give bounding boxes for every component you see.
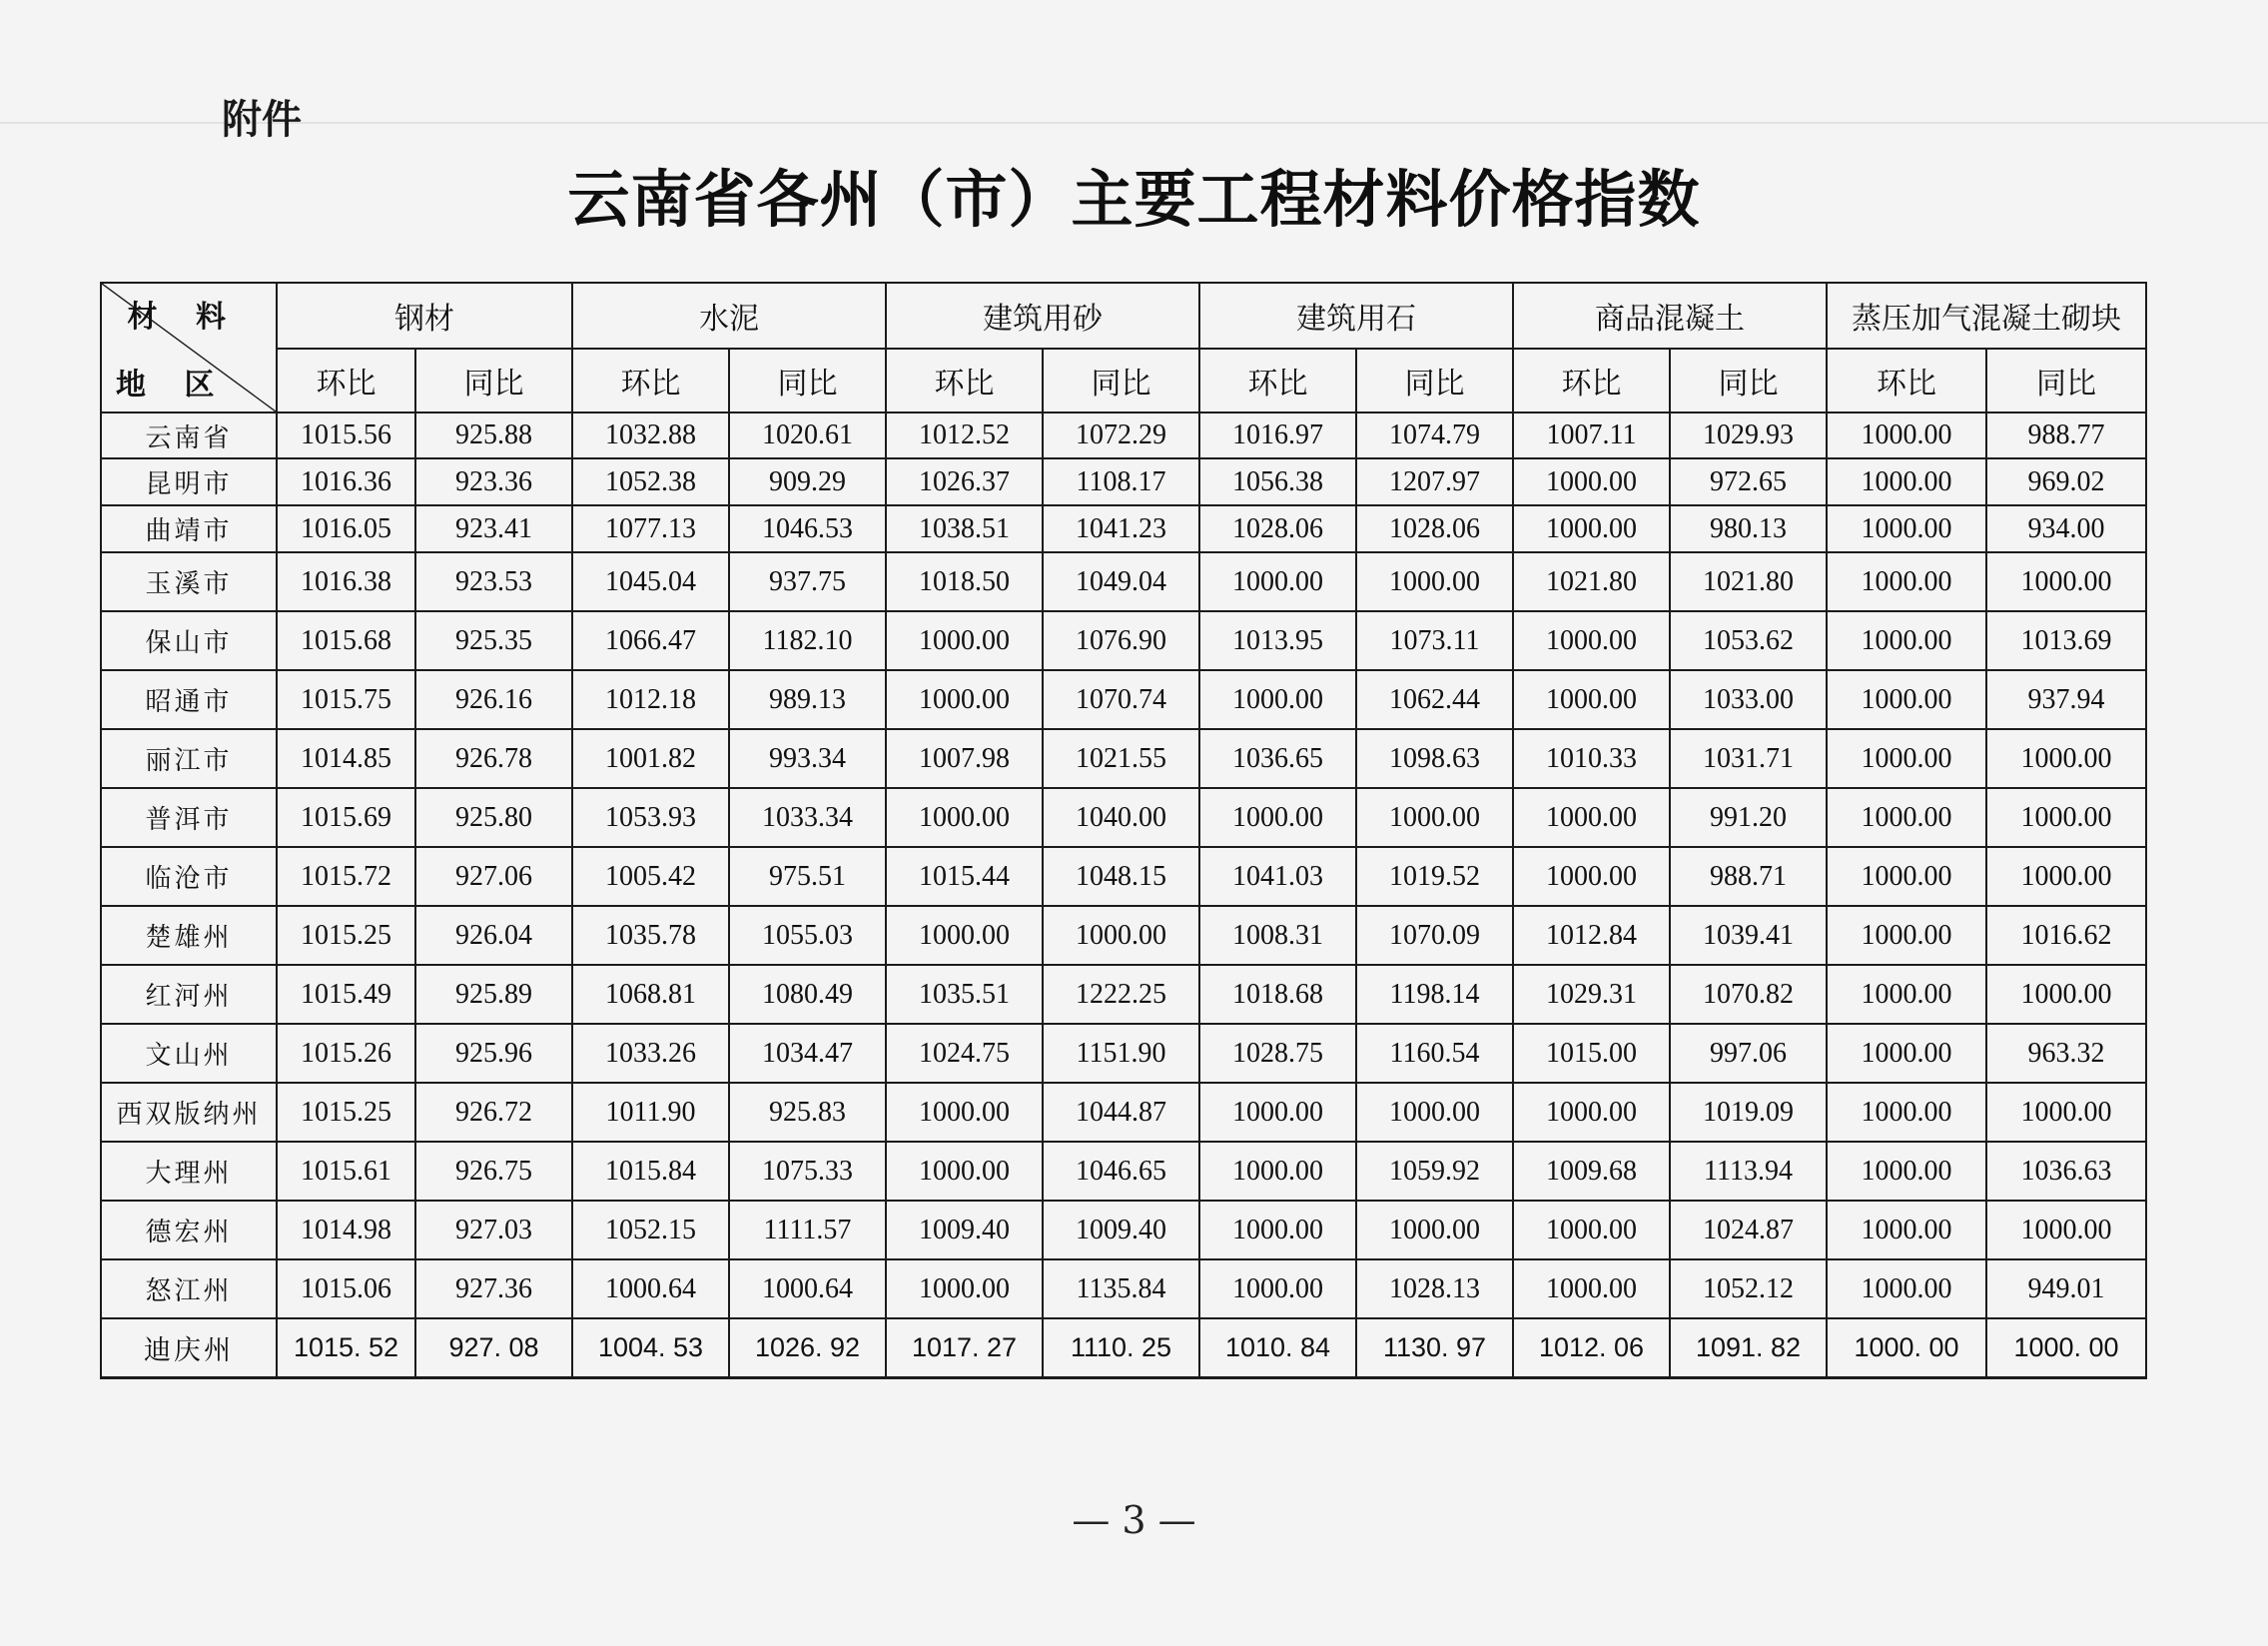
value-cell: 1222.25: [1043, 965, 1199, 1024]
value-cell: 1014.85: [277, 729, 415, 788]
table-row: [101, 1259, 2146, 1318]
value-cell: 1068.81: [572, 965, 729, 1024]
value-cell: 963.32: [1986, 1024, 2146, 1083]
value-cell: 1053.93: [572, 788, 729, 847]
value-cell: 1000.00: [1356, 552, 1513, 611]
value-cell: 1021.80: [1670, 552, 1827, 611]
table-row: [101, 670, 2146, 729]
subheader-yoy: 同比: [1986, 349, 2146, 412]
material-header-stone: 建筑用石: [1199, 283, 1513, 349]
value-cell: 1000.00: [1827, 847, 1986, 906]
value-cell: 1031.71: [1670, 729, 1827, 788]
value-cell: 1028.75: [1199, 1024, 1356, 1083]
corner-header-cell: [101, 283, 277, 412]
value-cell: 1046.65: [1043, 1142, 1199, 1201]
value-cell: 927.03: [415, 1201, 572, 1259]
value-cell: 988.71: [1670, 847, 1827, 906]
scan-fold-line: [0, 122, 2268, 124]
value-cell: 988.77: [1986, 412, 2146, 458]
value-cell: 1052.12: [1670, 1259, 1827, 1318]
value-cell: 1000.00: [1827, 412, 1986, 458]
value-cell: 1015.72: [277, 847, 415, 906]
value-cell: 1000.00: [1513, 1201, 1670, 1259]
value-cell: 1041.03: [1199, 847, 1356, 906]
value-cell: 1130. 97: [1356, 1318, 1513, 1377]
value-cell: 1000.00: [1199, 1201, 1356, 1259]
table-row: [101, 906, 2146, 965]
value-cell: 1074.79: [1356, 412, 1513, 458]
value-cell: 1028.13: [1356, 1259, 1513, 1318]
value-cell: 1000. 00: [1986, 1318, 2146, 1377]
value-cell: 925.89: [415, 965, 572, 1024]
material-header-steel: 钢材: [277, 283, 572, 349]
value-cell: 1021.80: [1513, 552, 1670, 611]
table-row: [101, 1142, 2146, 1201]
value-cell: 1080.49: [729, 965, 886, 1024]
value-cell: 1000.00: [1827, 1142, 1986, 1201]
table-row: [101, 1201, 2146, 1259]
value-cell: 1000.00: [1827, 729, 1986, 788]
value-cell: 1070.09: [1356, 906, 1513, 965]
value-cell: 1135.84: [1043, 1259, 1199, 1318]
table-row: [101, 1024, 2146, 1083]
value-cell: 1000.00: [1513, 847, 1670, 906]
value-cell: 1029.31: [1513, 965, 1670, 1024]
value-cell: 1000.00: [1827, 611, 1986, 670]
region-cell: 云南省: [101, 412, 277, 458]
value-cell: 926.75: [415, 1142, 572, 1201]
value-cell: 1053.62: [1670, 611, 1827, 670]
subheader-mom: 环比: [1199, 349, 1356, 412]
subheader-mom: 环比: [1513, 349, 1670, 412]
table-row: [101, 412, 2146, 458]
value-cell: 1000.00: [1986, 1083, 2146, 1142]
value-cell: 926.72: [415, 1083, 572, 1142]
value-cell: 1000.00: [1827, 1201, 1986, 1259]
value-cell: 1091. 82: [1670, 1318, 1827, 1377]
value-cell: 969.02: [1986, 458, 2146, 505]
value-cell: 1048.15: [1043, 847, 1199, 906]
value-cell: 1007.11: [1513, 412, 1670, 458]
value-cell: 1029.93: [1670, 412, 1827, 458]
value-cell: 1000.00: [1986, 965, 2146, 1024]
value-cell: 1015.56: [277, 412, 415, 458]
region-cell: 临沧市: [101, 847, 277, 906]
value-cell: 1015.49: [277, 965, 415, 1024]
value-cell: 1015.61: [277, 1142, 415, 1201]
value-cell: 926.04: [415, 906, 572, 965]
value-cell: 1056.38: [1199, 458, 1356, 505]
value-cell: 1000.00: [886, 1259, 1043, 1318]
value-cell: 1039.41: [1670, 906, 1827, 965]
value-cell: 1000.64: [572, 1259, 729, 1318]
value-cell: 1018.68: [1199, 965, 1356, 1024]
value-cell: 1000.00: [1513, 458, 1670, 505]
comparison-header-row: [101, 349, 2146, 412]
value-cell: 1000.00: [1356, 1201, 1513, 1259]
region-cell: 文山州: [101, 1024, 277, 1083]
value-cell: 1026. 92: [729, 1318, 886, 1377]
value-cell: 1011.90: [572, 1083, 729, 1142]
value-cell: 937.75: [729, 552, 886, 611]
value-cell: 1033.34: [729, 788, 886, 847]
value-cell: 1015.26: [277, 1024, 415, 1083]
value-cell: 1000.00: [1986, 788, 2146, 847]
table-body: [101, 412, 2146, 1377]
value-cell: 1000.00: [1827, 788, 1986, 847]
region-cell: 怒江州: [101, 1259, 277, 1318]
value-cell: 1024.75: [886, 1024, 1043, 1083]
value-cell: 1009.40: [1043, 1201, 1199, 1259]
table-row: [101, 505, 2146, 552]
value-cell: 1044.87: [1043, 1083, 1199, 1142]
value-cell: 1012.84: [1513, 906, 1670, 965]
value-cell: 1151.90: [1043, 1024, 1199, 1083]
value-cell: 1000.00: [1199, 1083, 1356, 1142]
value-cell: 989.13: [729, 670, 886, 729]
value-cell: 1028.06: [1356, 505, 1513, 552]
value-cell: 1000.00: [1356, 1083, 1513, 1142]
subheader-mom: 环比: [572, 349, 729, 412]
value-cell: 1013.69: [1986, 611, 2146, 670]
value-cell: 1182.10: [729, 611, 886, 670]
region-cell: 昆明市: [101, 458, 277, 505]
value-cell: 1016.05: [277, 505, 415, 552]
region-cell: 玉溪市: [101, 552, 277, 611]
value-cell: 1000.00: [1827, 906, 1986, 965]
table-row: [101, 458, 2146, 505]
value-cell: 1045.04: [572, 552, 729, 611]
subheader-yoy: 同比: [415, 349, 572, 412]
value-cell: 1000.00: [1199, 670, 1356, 729]
value-cell: 926.78: [415, 729, 572, 788]
value-cell: 1000.00: [1199, 552, 1356, 611]
value-cell: 1012.18: [572, 670, 729, 729]
value-cell: 1035.78: [572, 906, 729, 965]
value-cell: 1009.68: [1513, 1142, 1670, 1201]
table-row: [101, 611, 2146, 670]
value-cell: 1000.00: [1513, 670, 1670, 729]
value-cell: 1066.47: [572, 611, 729, 670]
value-cell: 1000.00: [1513, 611, 1670, 670]
value-cell: 1028.06: [1199, 505, 1356, 552]
value-cell: 927. 08: [415, 1318, 572, 1377]
region-cell: 昭通市: [101, 670, 277, 729]
value-cell: 1000.00: [886, 1142, 1043, 1201]
value-cell: 934.00: [1986, 505, 2146, 552]
value-cell: 1033.26: [572, 1024, 729, 1083]
value-cell: 1049.04: [1043, 552, 1199, 611]
value-cell: 1070.74: [1043, 670, 1199, 729]
subheader-mom: 环比: [886, 349, 1043, 412]
subheader-mom: 环比: [277, 349, 415, 412]
subheader-yoy: 同比: [1356, 349, 1513, 412]
value-cell: 925.88: [415, 412, 572, 458]
value-cell: 1160.54: [1356, 1024, 1513, 1083]
material-header-concrete: 商品混凝土: [1513, 283, 1827, 349]
value-cell: 1077.13: [572, 505, 729, 552]
region-cell: 迪庆州: [101, 1318, 277, 1377]
value-cell: 923.53: [415, 552, 572, 611]
region-cell: 红河州: [101, 965, 277, 1024]
value-cell: 1207.97: [1356, 458, 1513, 505]
value-cell: 1000.00: [1513, 1083, 1670, 1142]
value-cell: 1015. 52: [277, 1318, 415, 1377]
value-cell: 1000.00: [1827, 552, 1986, 611]
value-cell: 1062.44: [1356, 670, 1513, 729]
value-cell: 1040.00: [1043, 788, 1199, 847]
page-number: — 3 —: [1072, 1498, 1196, 1542]
corner-material-label: 材 料: [127, 300, 240, 335]
value-cell: 1024.87: [1670, 1201, 1827, 1259]
value-cell: 1009.40: [886, 1201, 1043, 1259]
value-cell: 1000.00: [1827, 458, 1986, 505]
value-cell: 1035.51: [886, 965, 1043, 1024]
value-cell: 925.35: [415, 611, 572, 670]
value-cell: 1052.15: [572, 1201, 729, 1259]
value-cell: 1052.38: [572, 458, 729, 505]
value-cell: 1010. 84: [1199, 1318, 1356, 1377]
value-cell: 1000.00: [886, 1083, 1043, 1142]
region-cell: 楚雄州: [101, 906, 277, 965]
value-cell: 1010.33: [1513, 729, 1670, 788]
value-cell: 1015.06: [277, 1259, 415, 1318]
subheader-yoy: 同比: [1670, 349, 1827, 412]
region-cell: 德宏州: [101, 1201, 277, 1259]
value-cell: 1036.63: [1986, 1142, 2146, 1201]
value-cell: 1000.00: [1199, 1259, 1356, 1318]
value-cell: 1000.00: [1827, 670, 1986, 729]
value-cell: 1076.90: [1043, 611, 1199, 670]
value-cell: 1041.23: [1043, 505, 1199, 552]
value-cell: 1017. 27: [886, 1318, 1043, 1377]
subheader-yoy: 同比: [729, 349, 886, 412]
value-cell: 1000.00: [886, 906, 1043, 965]
value-cell: 927.06: [415, 847, 572, 906]
value-cell: 1001.82: [572, 729, 729, 788]
region-cell: 普洱市: [101, 788, 277, 847]
value-cell: 1000.00: [1827, 1024, 1986, 1083]
value-cell: 1000.00: [1986, 552, 2146, 611]
value-cell: 1012. 06: [1513, 1318, 1670, 1377]
value-cell: 1014.98: [277, 1201, 415, 1259]
value-cell: 1015.68: [277, 611, 415, 670]
value-cell: 1019.52: [1356, 847, 1513, 906]
value-cell: 1198.14: [1356, 965, 1513, 1024]
value-cell: 925.96: [415, 1024, 572, 1083]
region-cell: 西双版纳州: [101, 1083, 277, 1142]
price-index-table: [100, 282, 2147, 1379]
value-cell: 1000.00: [1513, 788, 1670, 847]
value-cell: 1055.03: [729, 906, 886, 965]
value-cell: 1000.00: [1513, 1259, 1670, 1318]
table-row: [101, 847, 2146, 906]
value-cell: 1015.00: [1513, 1024, 1670, 1083]
value-cell: 1032.88: [572, 412, 729, 458]
value-cell: 1015.69: [277, 788, 415, 847]
value-cell: 975.51: [729, 847, 886, 906]
region-cell: 保山市: [101, 611, 277, 670]
value-cell: 925.83: [729, 1083, 886, 1142]
value-cell: 1021.55: [1043, 729, 1199, 788]
value-cell: 1036.65: [1199, 729, 1356, 788]
value-cell: 925.80: [415, 788, 572, 847]
value-cell: 1016.97: [1199, 412, 1356, 458]
value-cell: 1015.84: [572, 1142, 729, 1201]
value-cell: 1113.94: [1670, 1142, 1827, 1201]
value-cell: 972.65: [1670, 458, 1827, 505]
subheader-mom: 环比: [1827, 349, 1986, 412]
value-cell: 1007.98: [886, 729, 1043, 788]
value-cell: 1013.95: [1199, 611, 1356, 670]
table-row: [101, 1083, 2146, 1142]
value-cell: 937.94: [1986, 670, 2146, 729]
value-cell: 1004. 53: [572, 1318, 729, 1377]
value-cell: 1016.38: [277, 552, 415, 611]
value-cell: 1098.63: [1356, 729, 1513, 788]
material-header-cement: 水泥: [572, 283, 886, 349]
value-cell: 926.16: [415, 670, 572, 729]
value-cell: 1000.00: [1827, 505, 1986, 552]
value-cell: 1000.00: [1199, 1142, 1356, 1201]
table-row: [101, 729, 2146, 788]
value-cell: 1046.53: [729, 505, 886, 552]
value-cell: 1073.11: [1356, 611, 1513, 670]
value-cell: 923.36: [415, 458, 572, 505]
region-cell: 曲靖市: [101, 505, 277, 552]
value-cell: 1026.37: [886, 458, 1043, 505]
value-cell: 993.34: [729, 729, 886, 788]
value-cell: 1015.44: [886, 847, 1043, 906]
corner-region-label: 地 区: [116, 368, 229, 403]
value-cell: 1015.25: [277, 1083, 415, 1142]
value-cell: 1000.00: [1986, 1201, 2146, 1259]
value-cell: 1000.00: [1043, 906, 1199, 965]
table-row: [101, 965, 2146, 1024]
value-cell: 997.06: [1670, 1024, 1827, 1083]
table-row: [101, 788, 2146, 847]
value-cell: 1000.00: [1827, 1083, 1986, 1142]
material-header-aac-block: 蒸压加气混凝土砌块: [1827, 283, 2146, 349]
subheader-yoy: 同比: [1043, 349, 1199, 412]
material-header-sand: 建筑用砂: [886, 283, 1199, 349]
value-cell: 1000.00: [886, 670, 1043, 729]
value-cell: 1000.00: [886, 611, 1043, 670]
value-cell: 1015.25: [277, 906, 415, 965]
value-cell: 909.29: [729, 458, 886, 505]
value-cell: 1000. 00: [1827, 1318, 1986, 1377]
value-cell: 1000.00: [1827, 965, 1986, 1024]
value-cell: 1005.42: [572, 847, 729, 906]
value-cell: 1034.47: [729, 1024, 886, 1083]
value-cell: 1008.31: [1199, 906, 1356, 965]
value-cell: 1000.64: [729, 1259, 886, 1318]
value-cell: 1018.50: [886, 552, 1043, 611]
value-cell: 1059.92: [1356, 1142, 1513, 1201]
document-title: 云南省各州（市）主要工程材料价格指数: [567, 163, 1701, 236]
value-cell: 1108.17: [1043, 458, 1199, 505]
region-cell: 丽江市: [101, 729, 277, 788]
value-cell: 1070.82: [1670, 965, 1827, 1024]
value-cell: 1012.52: [886, 412, 1043, 458]
value-cell: 927.36: [415, 1259, 572, 1318]
value-cell: 1111.57: [729, 1201, 886, 1259]
value-cell: 1000.00: [1827, 1259, 1986, 1318]
value-cell: 1000.00: [1356, 788, 1513, 847]
value-cell: 1015.75: [277, 670, 415, 729]
attachment-label: 附件: [222, 97, 302, 143]
value-cell: 1020.61: [729, 412, 886, 458]
table-row: [101, 1318, 2146, 1377]
region-cell: 大理州: [101, 1142, 277, 1201]
value-cell: 1033.00: [1670, 670, 1827, 729]
value-cell: 980.13: [1670, 505, 1827, 552]
value-cell: 1075.33: [729, 1142, 886, 1201]
value-cell: 1000.00: [1986, 729, 2146, 788]
value-cell: 1110. 25: [1043, 1318, 1199, 1377]
value-cell: 1016.62: [1986, 906, 2146, 965]
value-cell: 1000.00: [1513, 505, 1670, 552]
value-cell: 1000.00: [886, 788, 1043, 847]
value-cell: 923.41: [415, 505, 572, 552]
material-header-row: [101, 283, 2146, 349]
value-cell: 1016.36: [277, 458, 415, 505]
value-cell: 1019.09: [1670, 1083, 1827, 1142]
value-cell: 1000.00: [1986, 847, 2146, 906]
table-row: [101, 552, 2146, 611]
value-cell: 1000.00: [1199, 788, 1356, 847]
value-cell: 949.01: [1986, 1259, 2146, 1318]
value-cell: 1038.51: [886, 505, 1043, 552]
value-cell: 1072.29: [1043, 412, 1199, 458]
value-cell: 991.20: [1670, 788, 1827, 847]
